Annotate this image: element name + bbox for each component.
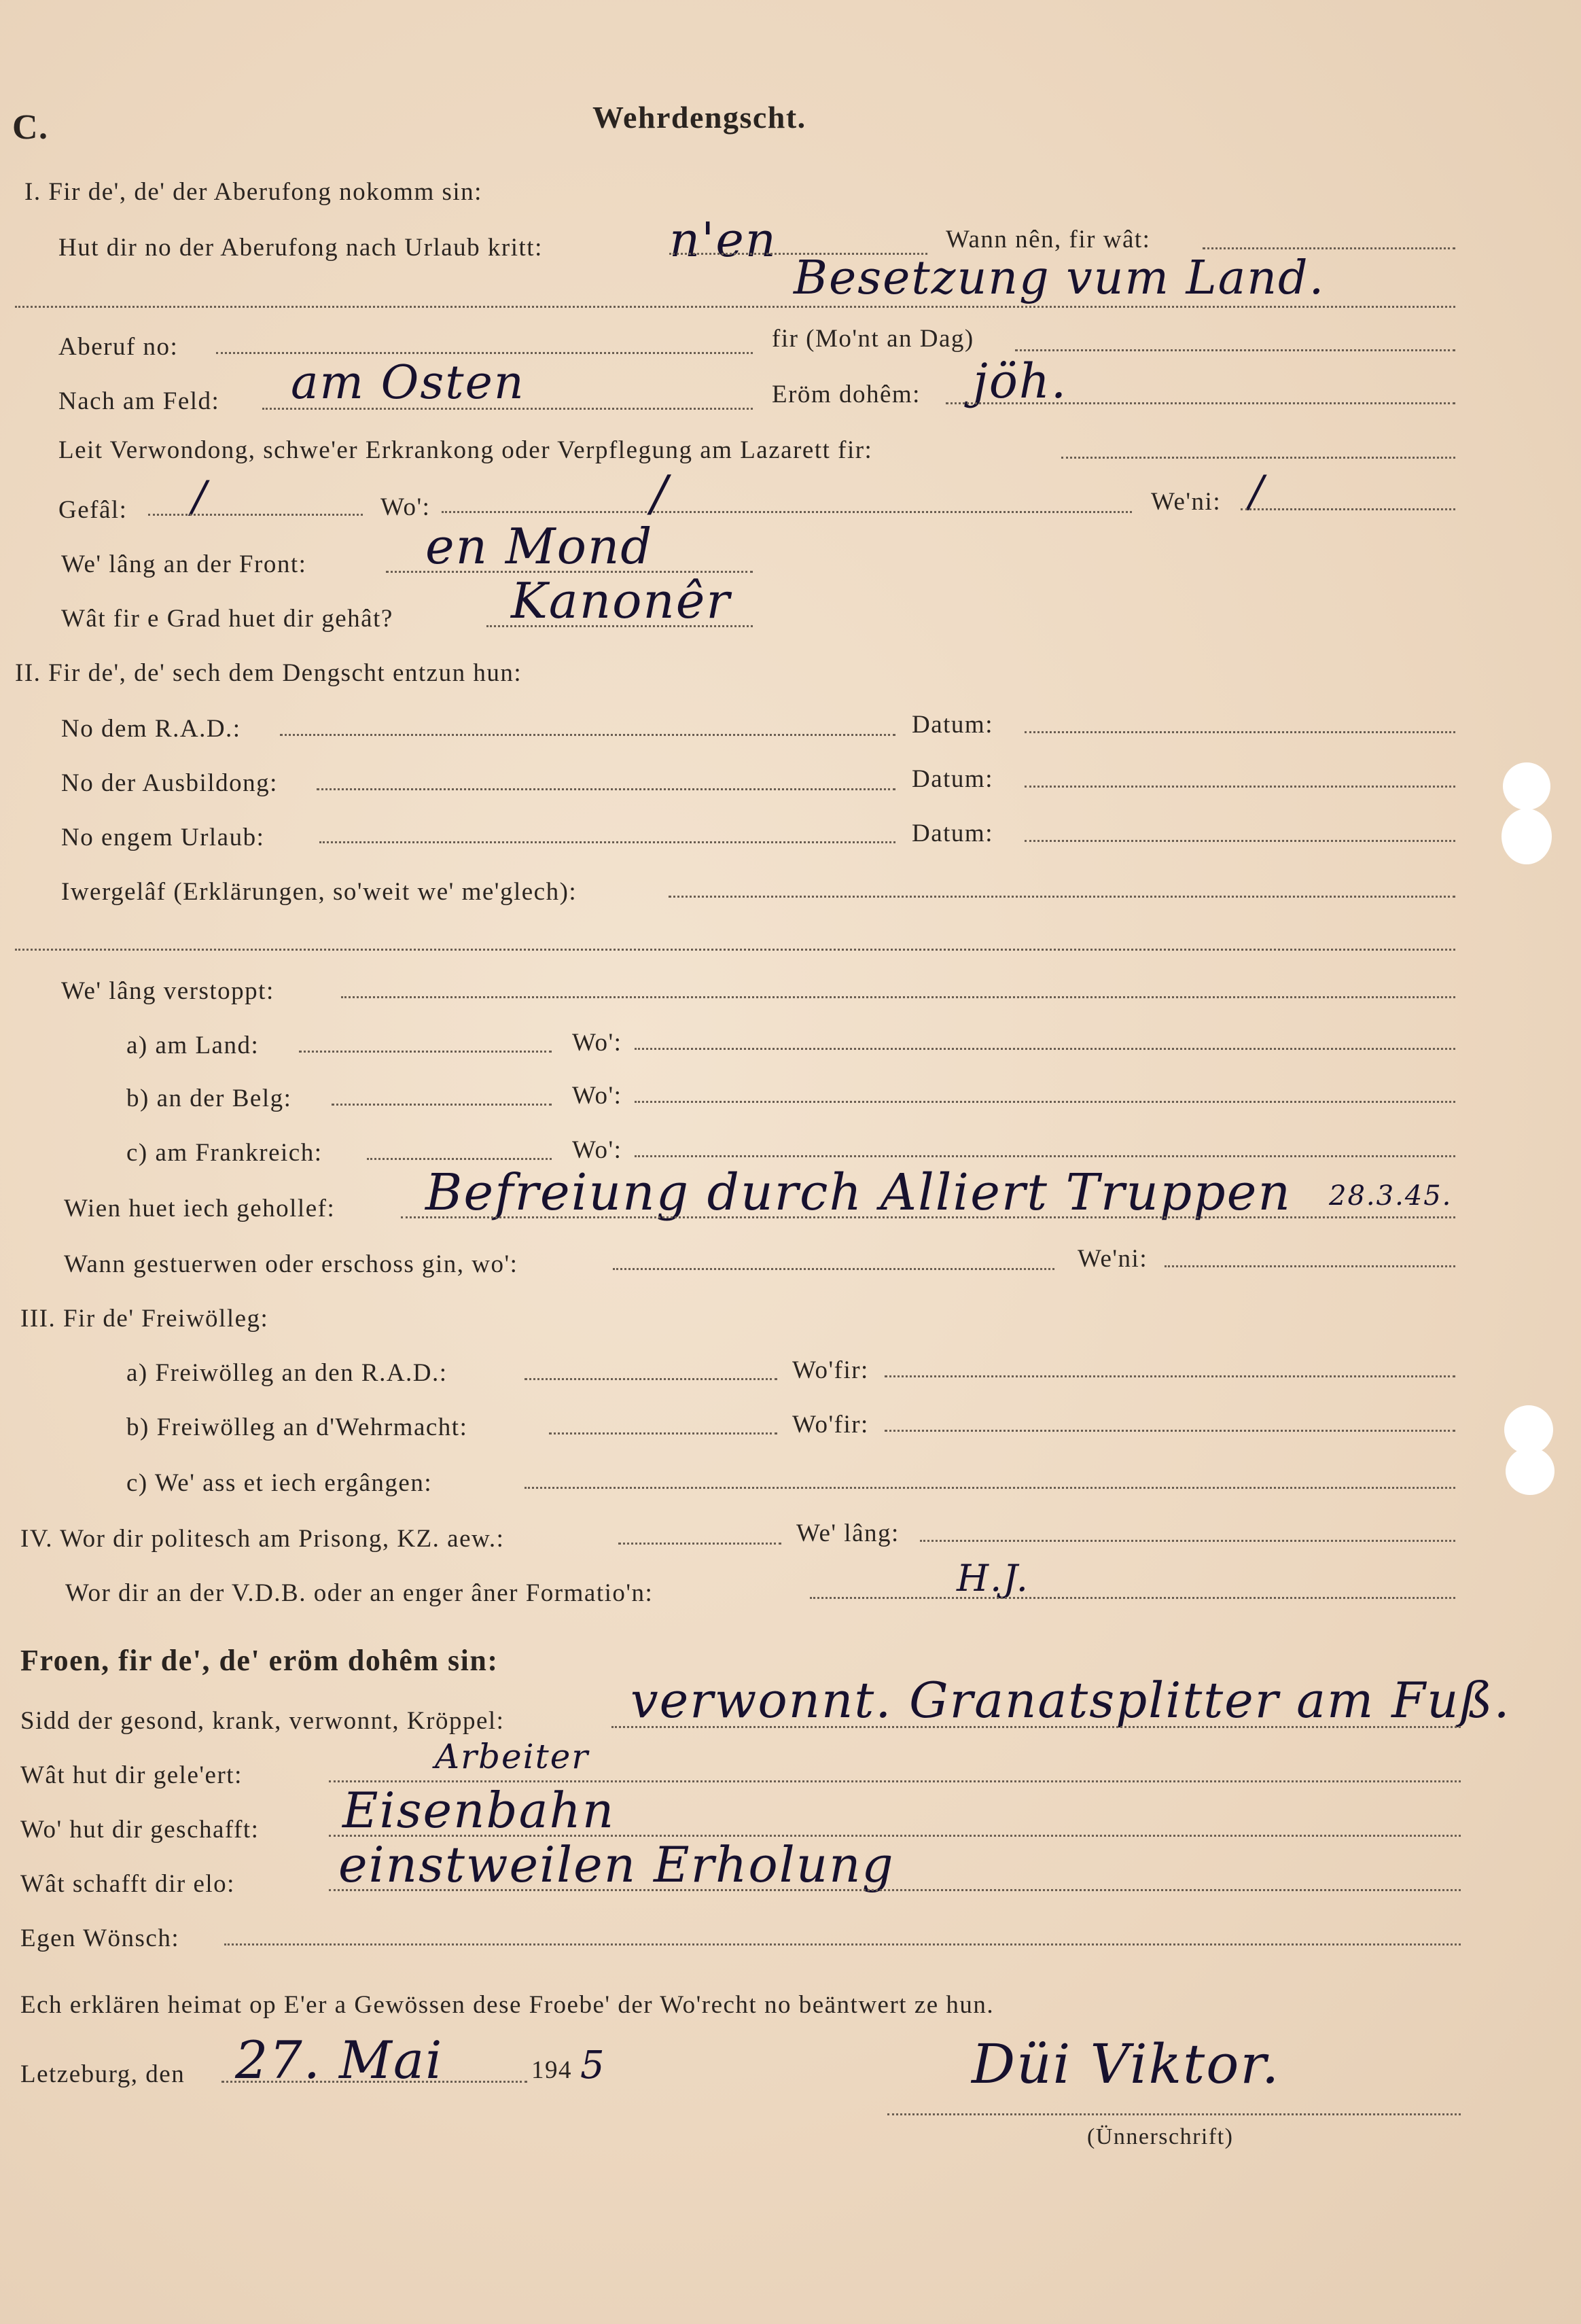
elo-label: Wât schafft dir elo: [20,1870,235,1898]
grad-answer: Kanonêr [511,572,731,629]
frankreich-label: c) am Frankreich: [126,1139,323,1167]
frankreich-line [367,1158,552,1160]
form-title: Wehrdengscht. [592,100,806,135]
punch-hole-lower-2 [1506,1447,1555,1495]
wo-line-belg [635,1101,1455,1103]
signature-line [887,2113,1461,2115]
fir-label: fir (Mo'nt an Dag) [772,325,974,353]
wo-line-land [635,1048,1455,1050]
wann-answer: Besetzung vum Land. [794,251,1326,305]
lang-line [920,1540,1455,1542]
land-label: a) am Land: [126,1032,260,1059]
year-prefix: 194 [531,2056,572,2084]
geholl-answer: Befreiung durch Alliert Truppen [425,1163,1292,1222]
wo-line-1 [442,511,1132,513]
geholl-line [401,1216,1455,1218]
declaration-text: Ech erklären heimat op E'er a Gewössen dese Froebe' der Wo'recht no beäntwert ze hun. [20,1991,995,2019]
wofir-line-1 [885,1375,1455,1377]
wonsch-label: Egen Wönsch: [20,1924,180,1952]
gefal-label: Gefâl: [58,496,128,524]
geschafft-answer: Eisenbahn [342,1782,616,1839]
weni-label-2: We'ni: [1078,1245,1148,1273]
part3-heading: III. Fir de' Freiwölleg: [20,1305,269,1333]
datum-label-3: Datum: [912,820,993,847]
datum-line-2 [1025,786,1455,788]
iwwergelaf-label: Iwergelâf (Erklärungen, so'weit we' me'glech): [61,878,578,906]
datum-line-3 [1025,840,1455,842]
urlaub-label: Hut dir no der Aberufong nach Urlaub kritt: [58,234,543,262]
verstoppt-line [341,996,1455,998]
gesond-line [611,1726,1461,1728]
part4-heading: IV. Wor dir politesch am Prisong, KZ. aew.: [20,1525,505,1553]
gesond-label: Sidd der gesond, krank, verwonnt, Kröppel: [20,1707,505,1735]
geleert-label: Wât hut dir gele'ert: [20,1761,243,1789]
leit-label: Leit Verwondong, schwe'er Erkrankong oder Verpflegung am Lazarett fir: [58,436,873,464]
date-line [221,2081,527,2083]
wofir-label-2: Wo'fir: [792,1411,869,1439]
engem-urlaub-label: No engem Urlaub: [61,824,265,851]
engem-urlaub-line [319,841,895,843]
datum-label-1: Datum: [912,711,993,739]
place-label: Letzeburg, den [20,2060,185,2088]
part1-heading: I. Fir de', de' der Aberufong nokomm sin: [24,178,482,206]
weni-line-2 [1165,1265,1455,1267]
vdb-answer: H.J. [957,1557,1029,1600]
doheem-line [946,402,1455,404]
year-digit: 5 [580,2043,606,2088]
geholl-label: Wien huet iech gehollef: [64,1195,336,1222]
wo-line-frankreich [635,1155,1455,1157]
iwwergelaf-line [669,896,1455,898]
wann-line-2 [15,306,1455,308]
geleert-answer: Arbeiter [435,1737,590,1776]
freiwolleg-rad-line [525,1378,777,1380]
freiwolleg-wehrmacht-line [549,1432,777,1434]
rad-label: No dem R.A.D.: [61,715,241,743]
section-letter: C. [12,108,49,147]
wo-label-land: Wo': [572,1029,622,1057]
signature: Düi Viktor. [972,2032,1281,2096]
front-answer: en Mond [425,518,654,575]
front-label: We' lâng an der Front: [61,550,307,578]
rad-line [280,734,895,736]
date-answer: 27. Mai [235,2030,444,2090]
gefal-line [148,514,363,516]
geholl-date: 28.3.45. [1329,1180,1453,1212]
home-heading: Froen, fir de', de' eröm dohêm sin: [20,1644,499,1677]
part4-line [618,1543,781,1545]
grad-line [486,625,753,627]
lang-label: We' lâng: [796,1519,900,1547]
verstoppt-label: We' lâng verstoppt: [61,977,274,1005]
elo-answer: einstweilen Erholung [338,1836,895,1893]
vdb-label: Wor dir an der V.D.B. oder an enger âner Formatio'n: [65,1579,654,1607]
urlaub-answer: n'en [669,212,777,268]
gefal-answer: / [192,472,208,523]
ausbildong-line [317,788,895,790]
part2-heading: II. Fir de', de' sech dem Dengscht entzun hun: [15,659,522,687]
wann-label: Wann nên, fir wât: [946,226,1151,253]
elo-line [329,1889,1461,1891]
ausbildong-label: No der Ausbildong: [61,769,278,797]
gestuerwen-label: Wann gestuerwen oder erschoss gin, wo': [64,1250,518,1278]
punch-hole-upper-2 [1502,809,1552,864]
wo-label-belg: Wo': [572,1082,622,1110]
wonsch-line [224,1943,1461,1946]
weni-line-1 [1241,508,1455,510]
feld-label: Nach am Feld: [58,387,220,415]
grad-label: Wât fir e Grad huet dir gehât? [61,605,393,633]
wo-label-1: Wo': [380,493,431,521]
freiwolleg-wehrmacht-label: b) Freiwölleg an d'Wehrmacht: [126,1413,468,1441]
doheem-answer: jöh. [973,353,1068,409]
aberuf-label: Aberuf no: [58,333,179,361]
erganen-label: c) We' ass et iech ergângen: [126,1469,433,1497]
doheem-label: Eröm dohêm: [772,381,921,408]
belg-line [332,1104,552,1106]
wofir-label-1: Wo'fir: [792,1356,869,1384]
fir-line [1015,349,1455,351]
iwwergelaf-line-2 [15,949,1455,951]
gesond-answer: verwonnt. Granatsplitter am Fuß. [630,1672,1511,1729]
signature-label: (Ünnerschrift) [1087,2124,1234,2149]
freiwolleg-rad-label: a) Freiwölleg an den R.A.D.: [126,1359,448,1387]
erganen-line [525,1487,1455,1489]
belg-label: b) an der Belg: [126,1085,292,1112]
feld-answer: am Osten [291,356,525,410]
geschafft-label: Wo' hut dir geschafft: [20,1816,260,1844]
weni-answer-1: / [1249,467,1265,517]
datum-label-2: Datum: [912,765,993,793]
slash-mark: / [651,465,669,522]
wofir-line-2 [885,1430,1455,1432]
land-line [299,1051,552,1053]
wann-line [1203,247,1455,249]
gestuerwen-line [613,1268,1054,1270]
feld-line [262,408,753,410]
wo-label-frankreich: Wo': [572,1136,622,1164]
vdb-line [810,1597,1455,1599]
punch-hole-upper [1503,762,1550,810]
aberuf-line [216,352,753,354]
weni-label-1: We'ni: [1151,488,1222,516]
datum-line-1 [1025,731,1455,733]
leit-line [1061,457,1455,459]
